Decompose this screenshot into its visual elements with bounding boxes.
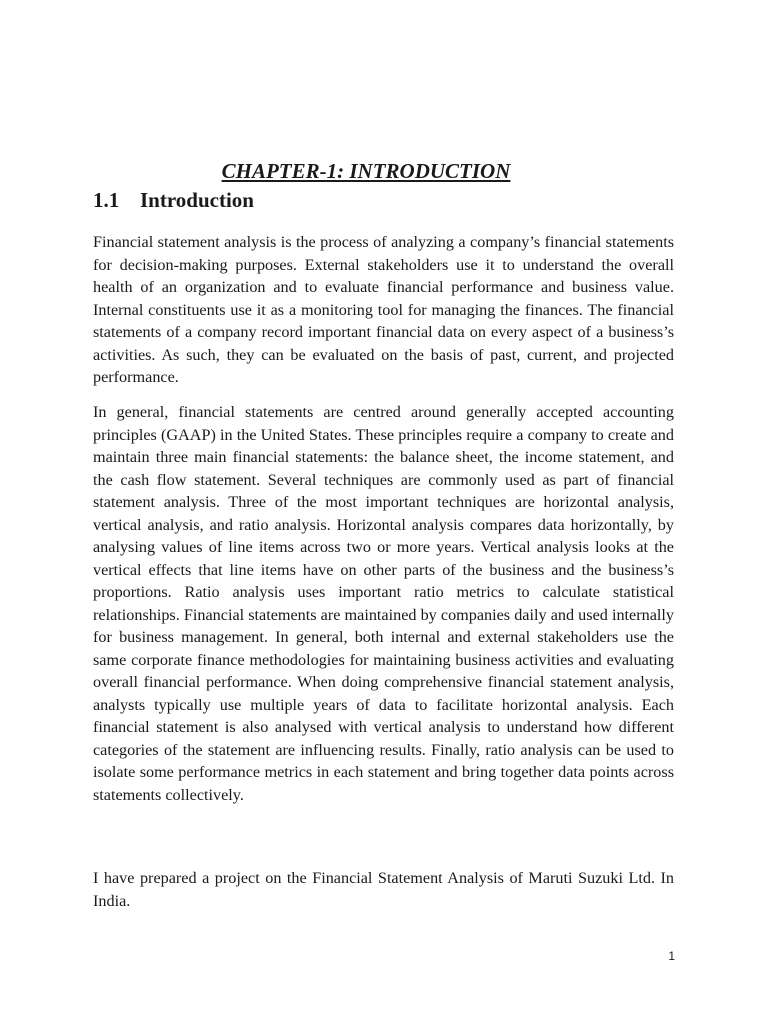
paragraph-definition: Financial statement analysis is the process of analyzing a company’s financial statements for decision-making purposes. External stakeholders use it to understand the overall health of an organization and to evaluate financial performance and business value. Internal constituents use it as a monitoring tool for managing the finances. The financial statements of a company record important financial data on every aspect of a business’s activities. As such, they can be evaluated on the basis of past, current, and projected performance.: [93, 233, 674, 386]
page-number: 1: [668, 949, 675, 963]
paragraph-project: I have prepared a project on the Financial Statement Analysis of Maruti Suzuki Ltd. In India.: [93, 869, 674, 910]
paragraph-techniques: In general, financial statements are centred around generally accepted accounting principles (GAAP) in the United States. These principles require a company to create and maintain three main financial statements: the balance sheet, the income statement, and the cash flow statement. Several techniques are commonly used as part of financial statement analysis. Three of the most important techniques are horizontal analysis, vertical analysis, and ratio analysis. Horizontal analysis compares data horizontally, by analysing values of line items across two or more years. Vertical analysis looks at the vertical effects that line items have on other parts of the business and the business’s proportions. Ratio analysis uses important ratio metrics to calculate statistical relationships. Financial statements are maintained by companies daily and used internally for business management. In general, both internal and external stakeholders use the same corporate finance methodologies for maintaining business activities and evaluating overall financial performance. When doing comprehensive financial statement analysis, analysts typically use multiple years of data to facilitate horizontal analysis. Each financial statement is also analysed with vertical analysis to understand how different categories of the statement are influencing results. Finally, ratio analysis can be used to isolate some performance metrics in each statement and bring together data points across statements collectively.: [93, 403, 674, 804]
section-heading: [93, 186, 254, 214]
chapter-title: CHAPTER-1: INTRODUCTION: [221, 159, 511, 183]
section-title: Introduction: [140, 188, 254, 212]
section-number: 1.1: [93, 188, 120, 212]
